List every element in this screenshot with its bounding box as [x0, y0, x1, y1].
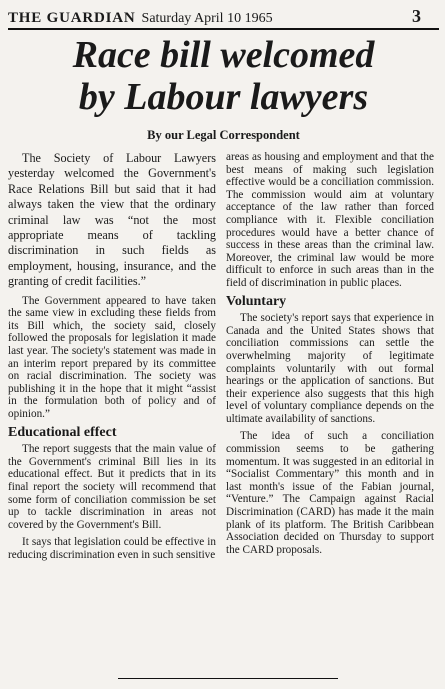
masthead [8, 0, 439, 26]
end-rule [118, 678, 338, 679]
paragraph: It says that legislation could be effective in reducing discrimination even in such sensitive [8, 536, 216, 561]
article-body [8, 151, 439, 567]
newspaper-name: THE GUARDIAN [8, 10, 136, 26]
subheading-voluntary: Voluntary [226, 293, 287, 309]
lead-paragraph: The Society of Labour Lawyers yesterday welcomed the Government's Race Relations Bill but said that it had always taken the view that the ordinary criminal law was “not the most appropriate means of tackling discrimination in such fields as employment, housing, insurance, and the granting of credit facilities.” [8, 151, 216, 289]
paragraph: The report suggests that the main value of the Government's criminal Bill lies in its educational effect. But it predicts that in its final report the society will recommend that some form of conciliation commission be set up to tackle discrimination in areas not covered by the Government's Bill. [8, 443, 216, 531]
paragraph: areas as housing and employment and that the best means of making such legislation effective would be a conciliation commission. The commission would aim at voluntary acceptance of the law rather than forced compliance with it. Flexible conciliation procedures would have a better chance of success in these areas than the criminal law. Moreover, the criminal law would be more difficult to enforce in such areas than in the field of discrimination in public places. [226, 151, 434, 289]
subheading-educational-effect: Educational effect [8, 424, 117, 440]
column-left [8, 151, 216, 567]
headline [8, 34, 439, 118]
paragraph: The society's report says that experience in Canada and the United States shows that conciliation commissions can settle the overwhelming majority of legitimate complaints voluntarily with out formal hearings or the application of sanctions. But their experience also suggests that this high level of voluntary compliance depends on the ultimate availability of sanctions. [226, 312, 434, 425]
paragraph: The Government appeared to have taken the same view in excluding these fields from its Bill which, the society said, closely followed the proposals for legislation it made last year. The society's statement was made in an interim report prepared by its committee on racial discrimination. The society was publishing it in the hope that it might “assist in the formulation both of policy and of opinion.” [8, 294, 216, 420]
headline-line-2: by Labour lawyers [78, 76, 369, 118]
publication-date: Saturday April 10 1965 [141, 11, 273, 26]
paragraph: The idea of such a conciliation commission seems to be gathering momentum. It was suggested in an editorial in “Socialist Commentary” this month and in last month's issue of the Fabian journal, “Venture.” The Campaign against Racial Discrimination (CARD) has made it the main plank of its platform. The British Caribbean Association decided on Thursday to support the CARD proposals. [226, 430, 434, 556]
page-number: 3 [412, 6, 421, 26]
byline: By our Legal Correspondent [147, 128, 300, 142]
headline-line-1: Race bill welcomed [72, 34, 375, 76]
column-right [226, 151, 434, 567]
masthead-rule [8, 28, 439, 30]
